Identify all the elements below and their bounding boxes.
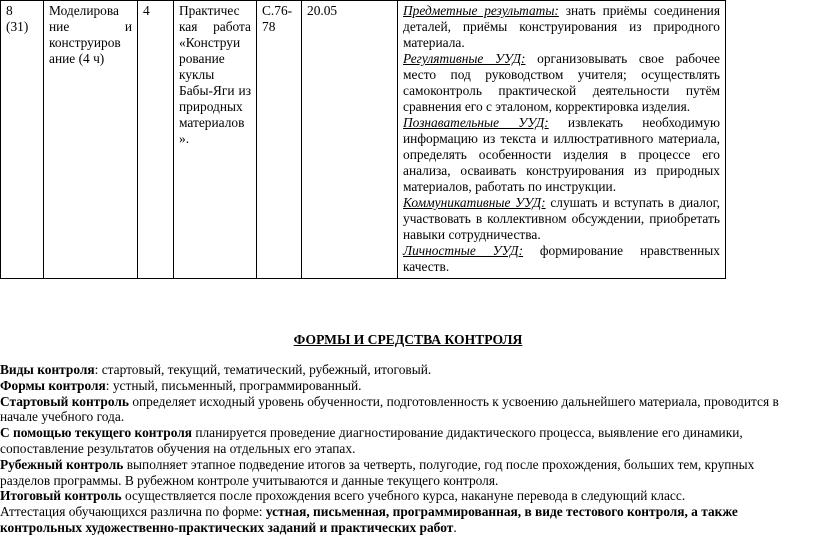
paragraph-final-control [0,488,806,504]
hours-cell: 4 [138,1,174,279]
lesson-title-cell: Практичес кая работа «Конструи рование куклы Бабы-Яги из природных материалов ». [174,1,257,279]
result-text: знать приёмы соединения деталей, приёмы конструирования из природного материала. [403,3,720,50]
results-cell [398,1,726,279]
paragraph-text: осуществляется после прохождения всего учебного курса, накануне перевода в следующий класс. [121,488,686,504]
result-label: Коммуникативные УУД: [403,195,546,210]
result-cognitive [403,115,720,195]
paragraph-text: определяет исходный уровень обученности, подготовленность к усвоению дальнейшего материала, проводится в начале учебного года. [0,393,779,425]
paragraph-term: С помощью текущего контроля [0,425,192,441]
result-communicative [403,195,720,243]
paragraph-text: планируется проведение диагностирование дидактического процесса, выявление его динамики, сопоставление результатов обучения на отдельных его этапах. [0,425,743,456]
paragraph-term: Виды контроля [0,362,95,377]
lesson-number-cell: 8 (31) [1,1,44,279]
result-text: формирование нравственных качеств. [403,243,720,274]
lesson-plan-table [0,0,726,279]
control-forms-text [0,362,806,536]
paragraph-text: Аттестация обучающихся различна по форме: [0,504,266,520]
result-label: Личностные УУД: [403,243,524,258]
result-label: Регулятивные УУД: [403,51,526,66]
paragraph-text: выполняет этапное подведение итогов за четверть, полугодие, год после прохождения, больших тем, крупных разделов программы. В рубежном контроле учитываются и данные текущего контроля. [0,456,755,488]
paragraph-term: Итоговый контроль [0,488,122,504]
topic-cell: Моделирова ние и конструиров ание (4 ч) [44,1,138,279]
result-label: Познавательные УУД: [403,115,549,130]
paragraph-text: : устный, письменный, программированный. [105,377,362,393]
paragraph-attestation [0,504,806,536]
paragraph-control-types [0,362,806,378]
paragraph-term: Стартовый контроль [0,393,129,409]
paragraph-term: Формы контроля [0,377,106,393]
result-label: Предметные результаты: [403,3,559,18]
result-personal [403,243,720,275]
section-title: ФОРМЫ И СРЕДСТВА КОНТРОЛЯ [293,332,523,347]
paragraph-control-forms [0,378,806,394]
paragraph-start-control [0,394,806,426]
paragraph-term: устная, письменная, программированная, в виде тестового контроля, а также контрольных художественно-практических заданий и практических работ [0,504,738,535]
paragraph-term: Рубежный контроль [0,456,124,472]
paragraph-current-control [0,425,806,457]
paragraph-milestone-control [0,457,806,489]
table-row [1,1,726,279]
result-regulatory [403,51,720,115]
date-cell: 20.05 [302,1,398,279]
result-subject [403,3,720,51]
paragraph-text: . [453,519,457,535]
paragraph-text: : стартовый, текущий, тематический, рубежный, итоговый. [94,362,432,377]
result-text: извлекать необходимую информацию из текста и иллюстративного материала, определять особенности изделия в процессе его анализа, осваивать конструирования из природных материалов, работать по инструкции. [403,115,720,194]
pages-cell: С.76-78 [257,1,302,279]
result-text: организовывать свое рабочее место под руководством учителя; осуществлять самоконтроль практической деятельности путём сравнения его с эталоном, корректировка изделия. [403,51,720,114]
result-text: слушать и вступать в диалог, участвовать в коллективном обсуждении, приобретать навыки сотрудничества. [403,195,720,242]
